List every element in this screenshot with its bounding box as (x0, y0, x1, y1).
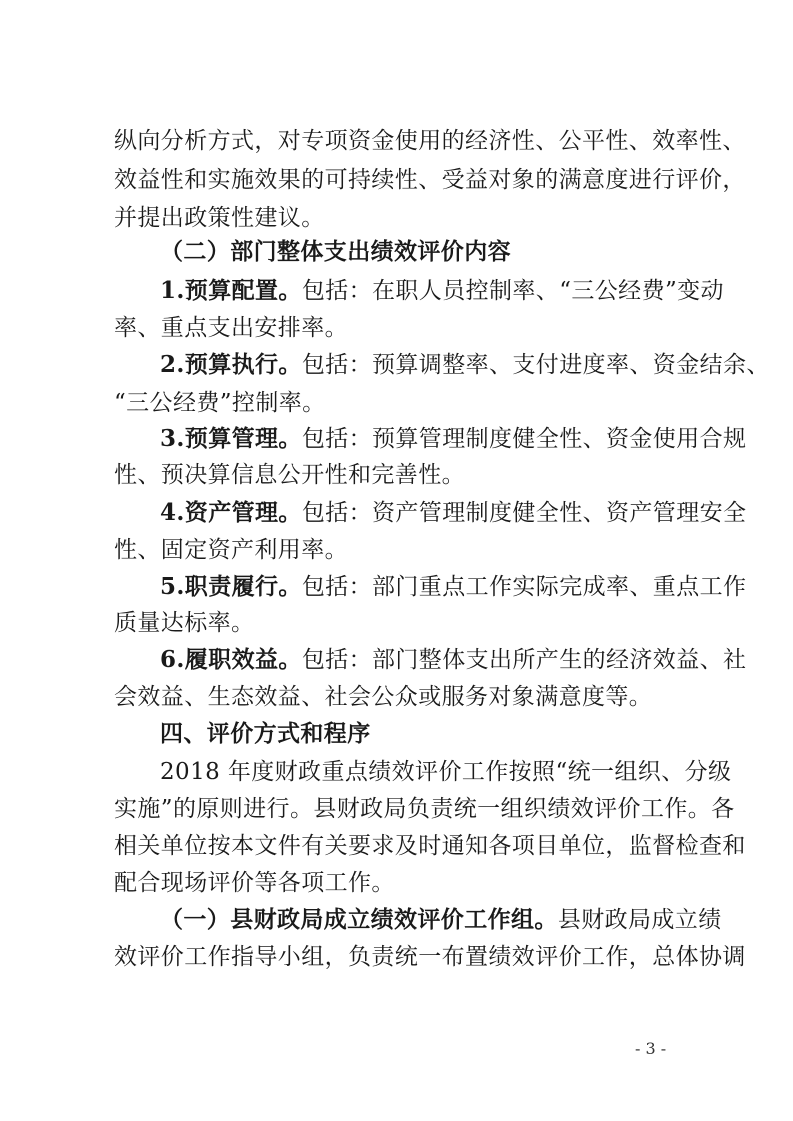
paragraph-line (114, 794, 735, 824)
list-item-line (160, 350, 770, 380)
line-text: 效评价工作指导小组，负责统一布置绩效评价工作，总体协调 (114, 944, 746, 970)
list-item-line (160, 645, 747, 675)
paragraph-line (114, 388, 684, 418)
paragraph-line (160, 757, 732, 787)
list-item-line (160, 498, 747, 528)
heading-text: （二）部门整体支出绩效评价内容 (160, 238, 511, 265)
paragraph-line (160, 905, 722, 935)
line-text: 会效益、生态效益、社会公众或服务对象满意度等。 (114, 684, 653, 710)
paragraph-line (114, 313, 684, 343)
line-text: 效益性和实施效果的可持续性、受益对象的满意度进行评价， (114, 167, 746, 193)
paragraph-line (114, 682, 684, 712)
list-item-line (160, 276, 724, 306)
item-title: 1.预算配置。 (160, 277, 302, 304)
line-text: 质量达标率。 (114, 610, 255, 636)
paragraph-line (114, 535, 684, 565)
section-heading (160, 237, 684, 267)
paragraph-line (114, 126, 746, 156)
line-text: 纵向分析方式，对专项资金使用的经济性、公平性、效率性、 (114, 128, 746, 154)
line-text: 2018 年度财政重点绩效评价工作按照“统一组织、分级 (160, 759, 732, 785)
item-text: 包括：资产管理制度健全性、资产管理安全 (301, 500, 747, 526)
paragraph-line (114, 203, 684, 233)
line-text: 率、重点支出安排率。 (114, 315, 348, 341)
line-text: “三公经费”控制率。 (114, 390, 326, 416)
page-number: - 3 - (635, 1039, 667, 1058)
item-title: 6.履职效益。 (160, 646, 302, 673)
item-title: 3.预算管理。 (160, 425, 302, 452)
line-text: 县财政局成立绩 (557, 907, 722, 933)
item-text: 包括：部门整体支出所产生的经济效益、社 (301, 647, 747, 673)
line-text: 并提出政策性建议。 (114, 205, 325, 231)
line-text: 实施”的原则进行。县财政局负责统一组织绩效评价工作。各 (114, 796, 735, 822)
item-title: 5.职责履行。 (160, 573, 302, 600)
paragraph-line (114, 165, 746, 195)
heading-text: 四、评价方式和程序 (160, 720, 371, 747)
list-item-line (160, 424, 747, 454)
paragraph-line (114, 460, 684, 490)
paragraph-line (114, 608, 684, 638)
list-item-line (160, 572, 747, 602)
item-text: 包括：在职人员控制率、“三公经费”变动 (301, 278, 724, 304)
item-title: 4.资产管理。 (160, 499, 302, 526)
line-text: 配合现场评价等各项工作。 (114, 870, 395, 896)
line-text: 性、固定资产利用率。 (114, 537, 348, 563)
item-text: 包括：预算调整率、支付进度率、资金结余、 (301, 352, 770, 378)
item-text: 包括：部门重点工作实际完成率、重点工作 (301, 574, 747, 600)
line-text: 相关单位按本文件有关要求及时通知各项目单位，监督检查和 (114, 833, 746, 859)
paragraph-line (114, 868, 684, 898)
item-text: 包括：预算管理制度健全性、资金使用合规 (301, 426, 747, 452)
line-text: 性、预决算信息公开性和完善性。 (114, 462, 465, 488)
paragraph-line (114, 831, 746, 861)
subsection-title: （一）县财政局成立绩效评价工作组。 (160, 906, 558, 933)
item-title: 2.预算执行。 (160, 351, 302, 378)
section-heading (160, 719, 684, 749)
paragraph-line (114, 942, 746, 972)
